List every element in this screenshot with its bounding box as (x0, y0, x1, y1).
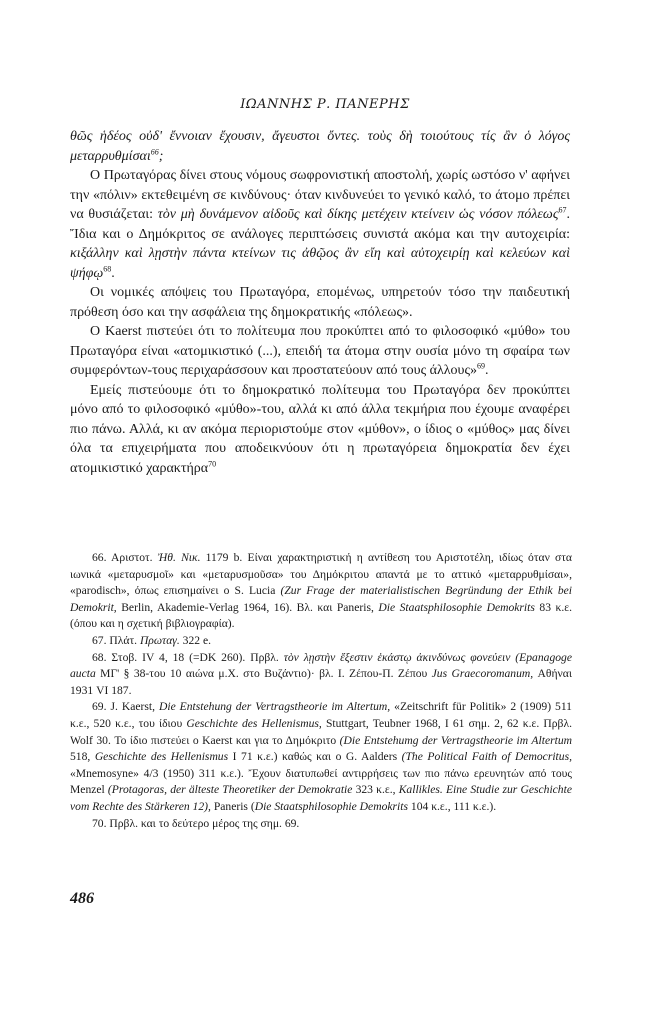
quote-protagoras: τὸν μὴ δυνάμενον αἰδοῦς καὶ δίκης μετέχειν κτείνειν ὡς νόσον πόλεως (157, 207, 559, 222)
footnote-ref-70[interactable]: 70 (208, 458, 217, 468)
footnote-ref-67[interactable]: 67 (558, 205, 567, 215)
main-text (70, 127, 570, 478)
footnote-ref-68[interactable]: 68 (103, 263, 112, 273)
footnote-69: 69. J. Kaerst, Die Entstehung der Vertragstheorie im Altertum, «Zeitschrift für Politik» 2 (1909) 511 κ.ε., 520 κ.ε., του ίδιου Geschichte des Hellenismus, Stuttgart, Teubner 1968, I 61 σημ. 2, 62 κ.ε. Πρβλ. Wolf 30. Το ίδιο πιστεύει ο Kaerst και για το Δημόκριτο (Die Entstehumg der Vertragstheorie im Altertum 518, Geschichte des Hellenismus I 71 κ.ε.) καθώς και ο G. Aalders (The Political Faith of Democritus, «Mnemosyne» 4/3 (1950) 311 κ.ε.). Ἔχουν διατυπωθεί αντιρρήσεις των πιο πάνω ερευνητών από τους Menzel (Protagoras, der älteste Theoretiker der Demokratie 323 κ.ε., Kallikles. Eine Studie zur Geschichte vom Rechte des Stärkeren 12), Paneris (Die Staatsphilosophie Demokrits 104 κ.ε., 111 κ.ε.). (70, 700, 572, 813)
paragraph-2: Ο Πρωταγόρας δίνει στους νόμους σωφρονιστική αποστολή, χωρίς ωστόσο ν' αφήνει την «πόλιν» εκτεθειμένη σε κινδύνους· όταν κινδυνεύει το γενικό καλό, το άτομο πρέπει να θυσιάζεται: τὸν μὴ δυνάμενον αἰδοῦς καὶ δίκης μετέχειν κτείνειν ὡς νόσον πόλεως$^{67}$. Ἴδια και ο Δημόκριτος σε ανάλογες περιπτώσεις συνιστά ακόμα και την αυτοχειρία: κιξάλλην καὶ λῃστὴν πάντα κτείνων τις ἀθῷος ἂν εἴη καὶ αὐτοχειρίῃ καὶ κελεύων καὶ ψήφῳ$^{68}$. (70, 168, 570, 281)
paragraph-1: θῶς ἡδέος οὐδ' ἔννοιαν ἔχουσιν, ἄγευστοι ὄντες. τοὺς δὴ τοιούτους τίς ἂν ὁ λόγος μεταρρυθμίσαι$^{66}$; (70, 129, 570, 164)
footnote-67: 67. Πλάτ. Πρωταγ. 322 e. (92, 633, 212, 647)
footnote-ref-69[interactable]: 69 (477, 361, 485, 371)
running-head: ΙΩΑΝΝΗΣ Ρ. ΠΑΝΕΡΗΣ (240, 97, 410, 112)
paragraph-3: Οι νομικές απόψεις του Πρωταγόρα, επομένως, υπηρετούν τόσο την παιδευτική πρόθεση όσο και την ασφάλεια της δημοκρατικής «πόλεως». (70, 285, 570, 320)
footnote-68: 68. Στοβ. IV 4, 18 (=DK 260). Πρβλ. τὸν λῃστὴν ἔξεστιν ἑκάστῳ ἀκινδύνως φονεύειν (Epanagoge aucta ΜΓ' § 38-του 10 αιώνα μ.Χ. στο Βυζάντιο)· βλ. Ι. Ζέπου-Π. Ζέπου Jus Graecoromanum, Αθήναι 1931 VI 187. (70, 650, 572, 697)
page-number: 486 (70, 890, 94, 907)
footnote-70: 70. Πρβλ. και το δεύτερο μέρος της σημ. 69. (92, 816, 300, 830)
quote-greek: θῶς ἡδέος οὐδ' ἔννοιαν ἔχουσιν, ἄγευστοι ὄντες. τοὺς δὴ τοιούτους τίς ἂν ὁ λόγος μεταρρυθμίσαι (70, 129, 570, 164)
footnotes (70, 550, 572, 832)
footnote-66: 66. Αριστοτ. Ἠθ. Νικ. 1179 b. Είναι χαρακτηριστική η αντίθεση του Αριστοτέλη, ιδίως όταν στα ιωνικά «μεταρυσμοῖ» και «μεταρυσμοῦσα» του Δημόκριτου απαντά με το αττικό «μεταρρυθμίσαι», «parodisch», όπως επισημαίνει ο S. Lucia (Zur Frage der materialistischen Begründung der Ethik bei Demokrit, Berlin, Akademie-Verlag 1964, 16). Βλ. και Paneris, Die Staatsphilosophie Demokrits 83 κ.ε. (όπου και η σχετική βιβλιογραφία). (70, 551, 573, 631)
paragraph-5: Εμείς πιστεύουμε ότι το δημοκρατικό πολίτευμα του Πρωταγόρα δεν προκύπτει μόνο από το φιλοσοφικό «μύθο»-του, αλλά κι από άλλα τεκμήρια που έχουμε αναφέρει πιο πάνω. Αλλά, κι αν ακόμα περιοριστούμε στον «μύθον», ο ίδιος ο «μύθος» μας δίνει όλα τα επιχειρήματα που αποδεικνύουν ότι η πρωταγόρεια δημοκρατία δεν έχει ατομικιστικό χαρακτήρα$^{70}$ (70, 382, 570, 476)
quote-democritus: κιξάλλην καὶ λῃστὴν πάντα κτείνων τις ἀθῷος ἂν εἴη καὶ αὐτοχειρίῃ καὶ κελεύων καὶ ψήφῳ (70, 246, 570, 281)
paragraph-4: Ο Kaerst πιστεύει ότι το πολίτευμα που προκύπτει από το φιλοσοφικό «μύθο» του Πρωταγόρα είναι «ατομικιστικό (...), επειδή τα άτομα στην ουσία μόνο τη σφαίρα των συμφερόντων-τους περιχαράσσουν και προστατεύουν από τους άλλους»$^{69}$. (70, 324, 570, 378)
footnote-ref-66[interactable]: 66 (150, 146, 159, 156)
